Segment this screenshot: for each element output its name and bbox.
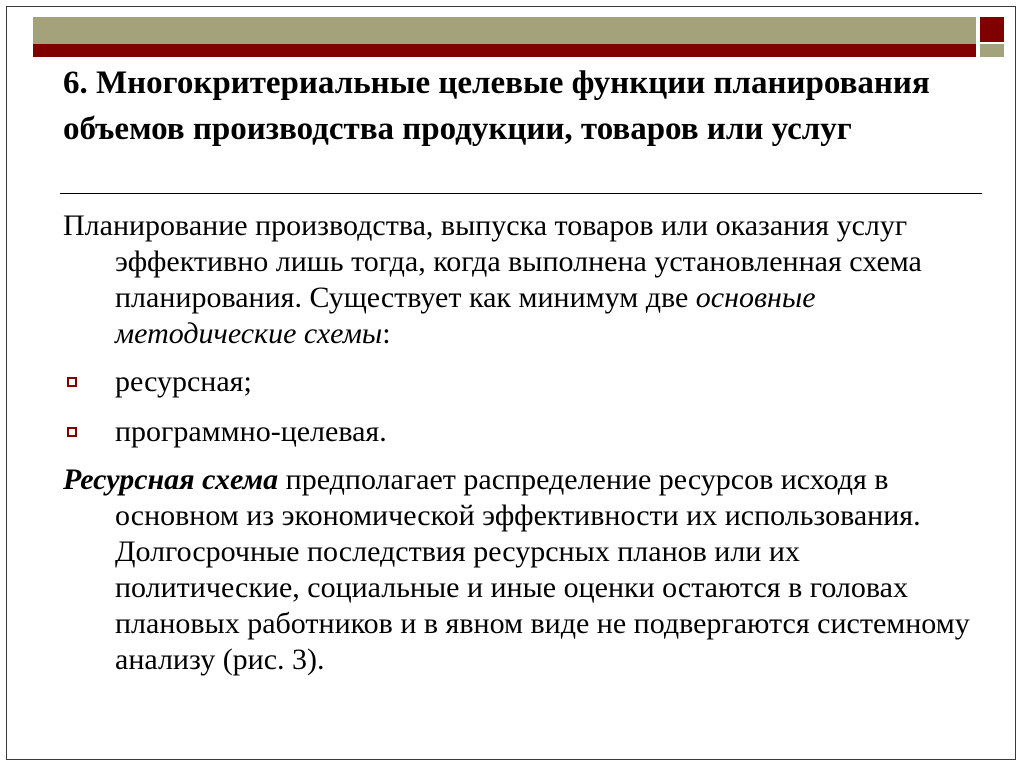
slide-body xyxy=(63,208,978,678)
bullet-label: ресурсная; xyxy=(115,365,252,398)
corner-square-olive xyxy=(980,44,1004,57)
bullet-item-program xyxy=(63,414,978,450)
intro-paragraph xyxy=(63,208,978,352)
bullet-item-resource xyxy=(63,364,978,400)
title-underline xyxy=(60,193,982,194)
header-band-maroon xyxy=(33,44,976,57)
intro-text: Планирование производства, выпуска товаров или оказания услуг эффективно лишь тогда, когда выполнена установленная схема планирования. Существует как минимум две xyxy=(63,209,922,314)
bullet-label: программно-целевая. xyxy=(115,415,387,448)
resource-paragraph xyxy=(63,462,978,678)
intro-colon: : xyxy=(382,317,391,350)
hollow-square-bullet-icon xyxy=(67,427,77,437)
hollow-square-bullet-icon xyxy=(67,377,77,387)
slide-title: 6. Многокритериальные целевые функции планирования объемов производства продукции, товаров или услуг xyxy=(63,65,930,147)
resource-term: Ресурсная схема xyxy=(63,463,279,496)
corner-square-maroon xyxy=(980,17,1004,42)
resource-text: предполагает распределение ресурсов исходя в основном из экономической эффективности их использования. Долгосрочные последствия ресурсных планов или их политические, социальные и иные оценки остаются в головах плановых работников и в явном виде не подвергаются системному анализу (рис. 3). xyxy=(115,463,970,676)
header-band-olive xyxy=(33,17,976,44)
intro-italic-phrase: основные методические схемы xyxy=(115,281,816,350)
